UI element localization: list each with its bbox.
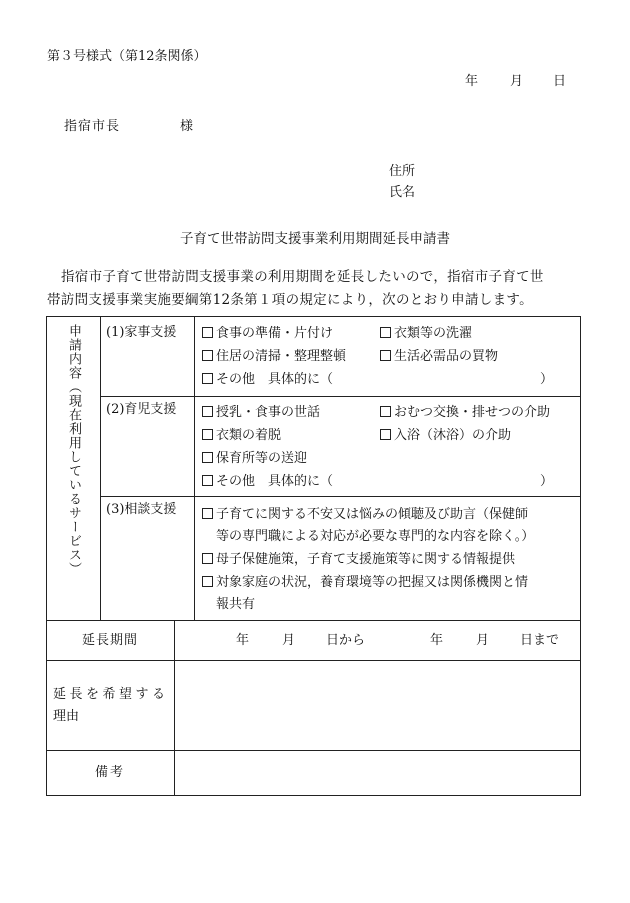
category-housework-label: (1)家事支援 — [106, 325, 177, 340]
option-meal-prep[interactable]: 食事の準備・片付け — [202, 327, 333, 340]
remarks-label: 備考 — [94, 765, 125, 780]
option-shopping[interactable]: 生活必需品の買物 — [380, 350, 498, 363]
to-month-label: 月 — [476, 633, 490, 648]
reason-label-line1: 延長を希望する — [53, 687, 169, 702]
extension-period-label: 延長期間 — [81, 633, 138, 648]
option-feeding[interactable]: 授乳・食事の世話 — [202, 406, 320, 419]
name-label: 氏名 — [389, 185, 416, 200]
checkbox[interactable] — [202, 576, 213, 587]
checkbox[interactable] — [202, 475, 213, 486]
to-day-label: 日まで — [520, 633, 560, 648]
option-diaper[interactable]: おむつ交換・排せつの介助 — [380, 406, 550, 419]
date-month-label: 月 — [510, 74, 524, 89]
option-family-assessment[interactable]: 対象家庭の状況，養育環境等の把握又は関係機関と情 — [202, 576, 528, 589]
reason-input-area[interactable] — [176, 662, 579, 748]
intro-text-line1: 指宿市子育て世帯訪問支援事業の利用期間を延長したいので，指宿市子育て世 — [61, 269, 544, 285]
option-counseling-line2: 等の専門職による対応が必要な専門的な内容を除く。） — [216, 529, 535, 544]
option-family-assessment-line2: 報共有 — [216, 597, 256, 612]
checkbox[interactable] — [202, 350, 213, 361]
housework-other-close-paren: ） — [540, 372, 554, 387]
option-dressing[interactable]: 衣類の着脱 — [202, 429, 281, 442]
document-title: 子育て世帯訪問支援事業利用期間延長申請書 — [180, 231, 450, 247]
intro-text-line2: 帯訪問支援事業実施要綱第12条第１項の規定により，次のとおり申請します。 — [47, 292, 533, 308]
date-day-label: 日 — [553, 74, 567, 89]
checkbox[interactable] — [202, 508, 213, 519]
reason-label-line2: 理由 — [53, 709, 80, 724]
checkbox[interactable] — [202, 452, 213, 463]
option-info-provision[interactable]: 母子保健施策，子育て支援施策等に関する情報提供 — [202, 553, 515, 566]
checkbox[interactable] — [380, 406, 391, 417]
option-housework-other[interactable]: その他 具体的に（ — [202, 373, 333, 386]
from-month-label: 月 — [282, 633, 296, 648]
option-childcare-other[interactable]: その他 具体的に（ — [202, 475, 333, 488]
addressee-name: 指宿市長 — [64, 119, 121, 134]
checkbox[interactable] — [380, 429, 391, 440]
option-counseling[interactable]: 子育てに関する不安又は悩みの傾聴及び助言（保健師 — [202, 508, 528, 521]
checkbox[interactable] — [202, 406, 213, 417]
checkbox[interactable] — [202, 553, 213, 564]
to-year-label: 年 — [430, 633, 444, 648]
from-year-label: 年 — [236, 633, 250, 648]
checkbox[interactable] — [380, 327, 391, 338]
checkbox[interactable] — [202, 373, 213, 384]
category-consultation-label: (3)相談支援 — [106, 502, 177, 517]
option-cleaning[interactable]: 住居の清掃・整理整頓 — [202, 350, 346, 363]
address-label: 住所 — [389, 164, 416, 179]
childcare-other-close-paren: ） — [540, 474, 554, 489]
from-day-label: 日から — [326, 633, 366, 648]
content-section-label: 申請内容（現在利用しているサービス） — [66, 324, 81, 576]
checkbox[interactable] — [380, 350, 391, 361]
addressee-honorific: 様 — [180, 119, 194, 134]
option-laundry[interactable]: 衣類等の洗濯 — [380, 327, 472, 340]
category-childcare-label: (2)育児支援 — [106, 402, 177, 417]
form-number: 第３号様式（第12条関係） — [47, 49, 207, 64]
checkbox[interactable] — [202, 429, 213, 440]
option-nursery-transport[interactable]: 保育所等の送迎 — [202, 452, 307, 465]
option-bathing[interactable]: 入浴（沐浴）の介助 — [380, 429, 511, 442]
date-year-label: 年 — [465, 74, 479, 89]
remarks-input-area[interactable] — [176, 752, 579, 794]
checkbox[interactable] — [202, 327, 213, 338]
